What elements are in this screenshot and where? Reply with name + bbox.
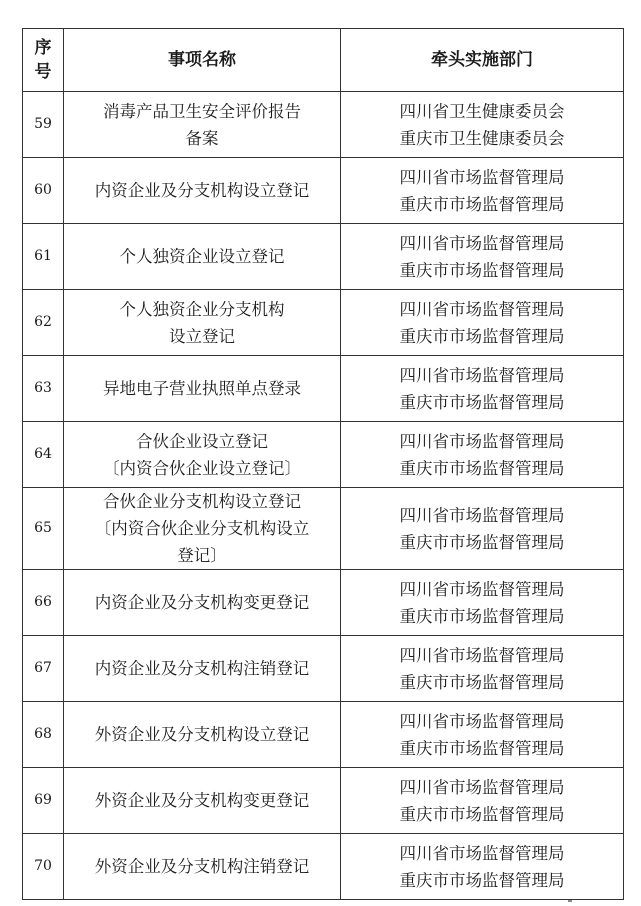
department-cell [341,768,624,834]
item-name-cell [64,422,341,488]
department-line: 四川省市场监督管理局 [399,711,565,731]
item-name-line: 内资企业及分支机构注销登记 [94,659,310,678]
table-row [23,356,624,422]
department-cell [341,570,624,636]
item-name-cell [64,158,341,224]
department-cell [341,290,624,356]
department-line: 重庆市卫生健康委员会 [399,128,565,148]
row-number: 68 [23,702,64,768]
item-name-line: 内资企业及分支机构设立登记 [94,181,310,200]
row-number: 70 [23,834,64,900]
item-name-line: 合伙企业设立登记 [136,431,268,451]
department-cell [341,224,624,290]
department-line: 四川省市场监督管理局 [399,299,565,319]
department-line: 四川省市场监督管理局 [399,777,565,797]
header-number [23,29,64,92]
department-line: 重庆市市场监督管理局 [399,532,565,552]
table-row [23,636,624,702]
item-name-line: 个人独资企业分支机构 [119,299,285,319]
department-line: 四川省市场监督管理局 [399,579,565,599]
row-number: 61 [23,224,64,290]
department-cell [341,636,624,702]
item-name-line: 〔内资合伙企业设立登记〕 [103,458,301,478]
row-number: 60 [23,158,64,224]
department-line: 四川省市场监督管理局 [399,167,565,187]
item-name-cell [64,488,341,570]
item-name-line: 异地电子营业执照单点登录 [103,379,301,398]
item-name-line: 合伙企业分支机构设立登记 [103,492,301,511]
item-name-cell [64,290,341,356]
row-number: 69 [23,768,64,834]
department-line: 四川省市场监督管理局 [399,505,565,525]
item-name-line: 外资企业及分支机构变更登记 [94,791,310,810]
department-cell [341,356,624,422]
department-line: 四川省市场监督管理局 [399,843,565,863]
item-name-line: 登记〕 [177,546,227,565]
department-line: 重庆市市场监督管理局 [399,672,565,692]
department-line: 重庆市市场监督管理局 [399,326,565,346]
department-line: 重庆市市场监督管理局 [399,392,565,412]
department-cell [341,422,624,488]
department-line: 重庆市市场监督管理局 [399,458,565,478]
department-line: 重庆市市场监督管理局 [399,260,565,280]
row-number: 65 [23,488,64,570]
item-name-cell [64,570,341,636]
table-row [23,224,624,290]
row-number: 63 [23,356,64,422]
department-line: 重庆市市场监督管理局 [399,804,565,824]
department-cell [341,92,624,158]
matters-table [22,28,624,900]
table-row [23,570,624,636]
item-name-line: 备案 [185,128,219,148]
header-item-name: 事项名称 [64,29,341,92]
header-row [23,29,624,92]
item-name-line: 外资企业及分支机构注销登记 [94,857,310,876]
department-cell [341,158,624,224]
header-department: 牵头实施部门 [341,29,624,92]
department-line: 四川省卫生健康委员会 [399,101,565,121]
table-row [23,92,624,158]
item-name-line: 消毒产品卫生安全评价报告 [103,101,301,121]
item-name-cell [64,768,341,834]
item-name-line: 外资企业及分支机构设立登记 [94,725,310,744]
department-line: 四川省市场监督管理局 [399,431,565,451]
department-line: 重庆市市场监督管理局 [399,870,565,890]
header-number-line2: 号 [34,62,52,82]
department-cell [341,488,624,570]
table-row [23,768,624,834]
item-name-cell [64,356,341,422]
item-name-line: 个人独资企业设立登记 [119,247,285,266]
row-number: 62 [23,290,64,356]
table-row [23,290,624,356]
row-number: 64 [23,422,64,488]
department-line: 四川省市场监督管理局 [399,645,565,665]
row-number: 67 [23,636,64,702]
page-edge-mark [568,900,572,902]
item-name-line: 内资企业及分支机构变更登记 [94,593,310,612]
department-line: 四川省市场监督管理局 [399,233,565,253]
header-number-line1: 序 [34,38,52,58]
table-row [23,158,624,224]
item-name-cell [64,834,341,900]
department-cell [341,834,624,900]
table-row [23,422,624,488]
item-name-cell [64,224,341,290]
item-name-cell [64,636,341,702]
item-name-cell [64,92,341,158]
item-name-line: 〔内资合伙企业分支机构设立 [94,519,310,538]
department-cell [341,702,624,768]
department-line: 重庆市市场监督管理局 [399,194,565,214]
table-row [23,702,624,768]
row-number: 59 [23,92,64,158]
table-row [23,488,624,570]
department-line: 重庆市市场监督管理局 [399,738,565,758]
table-row [23,834,624,900]
department-line: 四川省市场监督管理局 [399,365,565,385]
item-name-line: 设立登记 [169,326,235,346]
row-number: 66 [23,570,64,636]
department-line: 重庆市市场监督管理局 [399,606,565,626]
item-name-cell [64,702,341,768]
